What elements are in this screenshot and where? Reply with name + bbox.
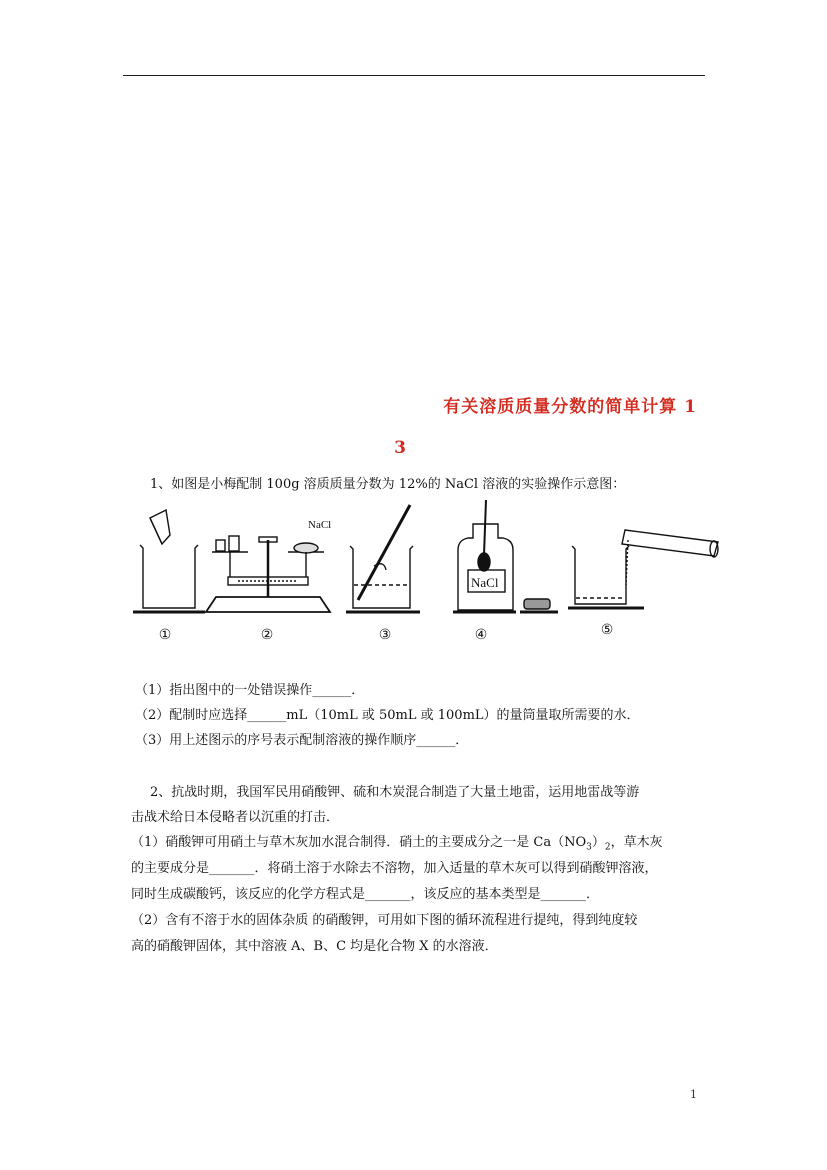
question-1-part-3: （3）用上述图示的序号表示配制溶液的操作顺序______． <box>135 733 469 748</box>
step-1-pour-solid-illustration <box>133 510 205 612</box>
question-1-stem: 1、如图是小梅配制 100g 溶质质量分数为 12%的 NaCl 溶液的实验操作示意图： <box>150 477 626 492</box>
question-2-part-2-line-1: （2）含有不溶于水的固体杂质 的硝酸钾，可用如下图的循环流程进行提纯，得到纯度较 <box>131 913 638 928</box>
step-2-balance-illustration <box>206 536 330 612</box>
question-1-part-1: （1）指出图中的一处错误操作______． <box>135 683 365 698</box>
step-label-3: ③ <box>378 627 392 643</box>
balance-nacl-label: NaCl <box>308 519 332 531</box>
header-rule <box>123 75 705 76</box>
question-2-part-2-line-2: 高的硝酸钾固体，其中溶液 A、B、C 均是化合物 X 的水溶液． <box>131 939 498 954</box>
page-title-number: 3 <box>394 438 406 458</box>
question-1-part-2: （2）配制时应选择______mL（10mL 或 50mL 或 100mL）的量筒量取所需要的水． <box>135 708 640 723</box>
step-label-2: ② <box>260 627 274 643</box>
question-2-part-1-line-3: 同时生成碳酸钙，该反应的化学方程式是_______，该反应的基本类型是_______． <box>131 887 600 902</box>
step-label-1: ① <box>158 627 172 643</box>
question-2-part-1-line-2: 的主要成分是_______．将硝土溶于水除去不溶物，加入适量的草木灰可以得到硝酸钾溶液， <box>131 861 658 876</box>
step-label-5: ⑤ <box>600 622 614 638</box>
question-2-stem-line-2: 击战术给日本侵略者以沉重的打击． <box>131 810 340 825</box>
jar-nacl-label: NaCl <box>471 575 499 590</box>
page-title: 有关溶质质量分数的简单计算 1 <box>443 397 697 417</box>
step-3-stir-illustration <box>346 505 420 612</box>
page-number: 1 <box>690 1088 697 1101</box>
question-2-part-1-line-1: （1）硝酸钾可用硝土与草木灰加水混合制得．硝土的主要成分之一是 $Ca(NO_3)_2$，草木灰 <box>131 835 663 853</box>
step-5-pour-liquid-illustration <box>568 530 718 608</box>
question-2-stem-line-1: 2、抗战时期，我国军民用硝酸钾、硫和木炭混合制造了大量土地雷，运用地雷战等游 <box>150 785 640 800</box>
experiment-illustration <box>128 500 728 625</box>
step-4-reagent-bottle-illustration <box>453 500 558 612</box>
step-label-4: ④ <box>474 627 488 643</box>
